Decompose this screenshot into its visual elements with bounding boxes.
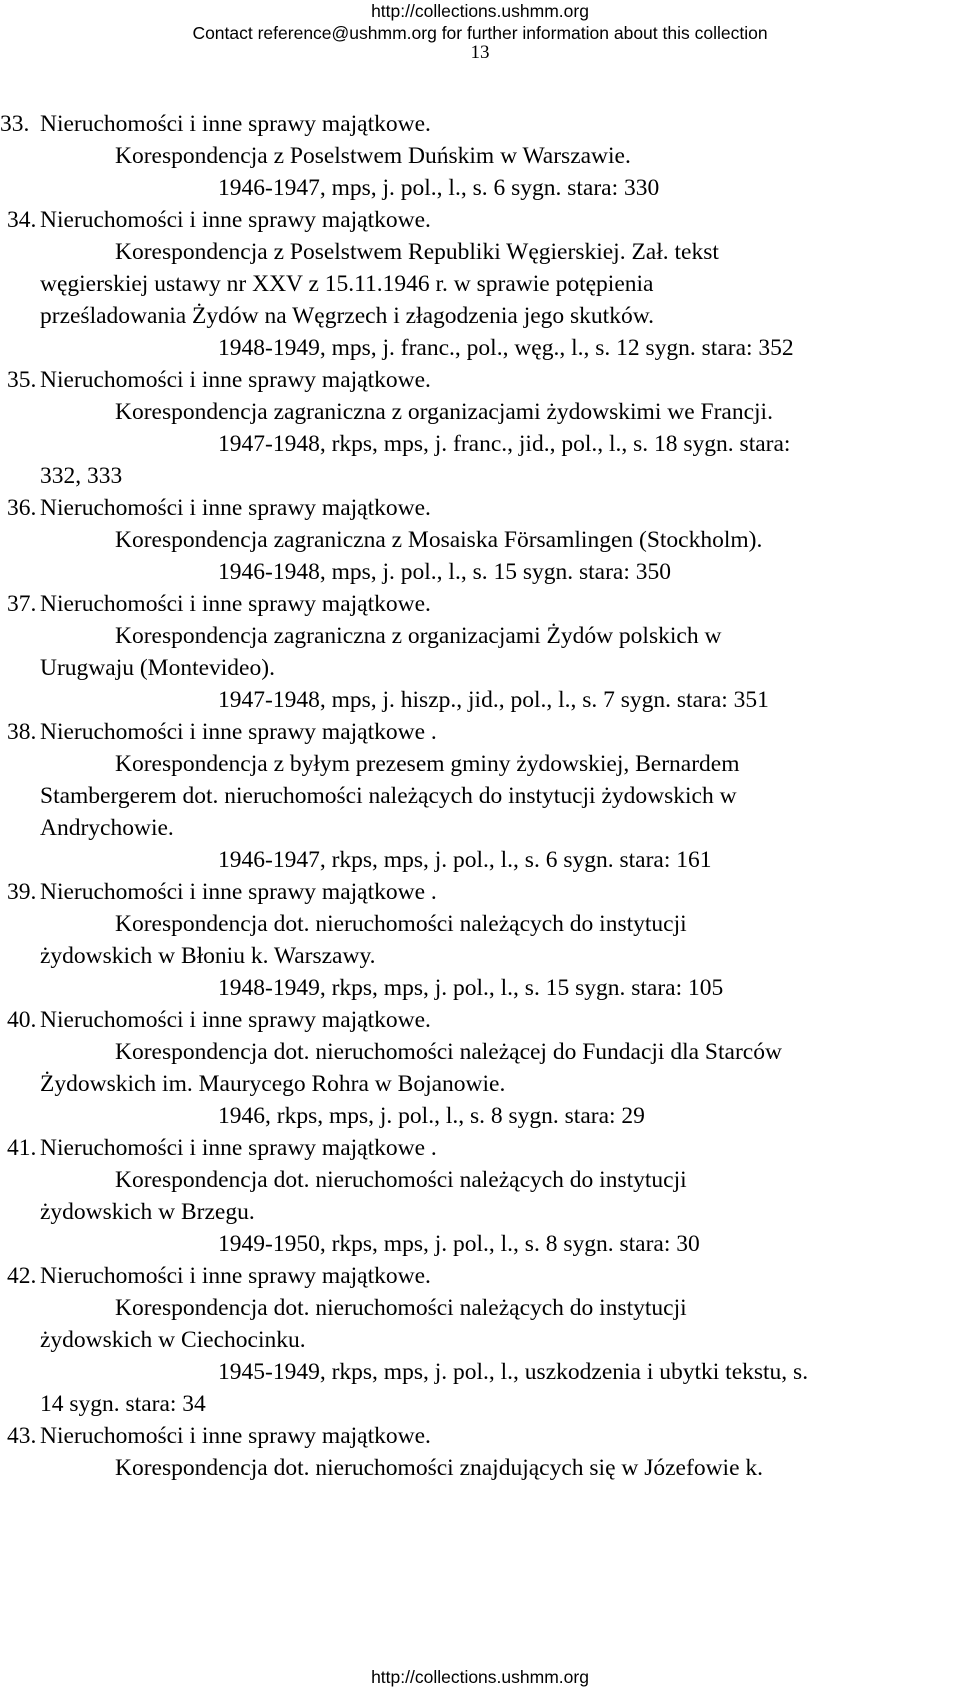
list-item-number: 37. xyxy=(7,591,37,617)
entry-title: Nieruchomości i inne sprawy majątkowe. xyxy=(40,591,431,617)
entry-details: 1947-1948, rkps, mps, j. franc., jid., pol., l., s. 18 sygn. stara: xyxy=(218,431,791,457)
entry-description: Korespondencja dot. nieruchomości znajdujących się w Józefowie k. xyxy=(115,1455,763,1481)
page-header xyxy=(0,0,960,44)
collection-url[interactable]: http://collections.ushmm.org xyxy=(371,1,589,21)
list-item-number: 41. xyxy=(7,1135,37,1161)
entry-details: 1948-1949, mps, j. franc., pol., węg., l., s. 12 sygn. stara: 352 xyxy=(218,335,794,361)
entry-title: Nieruchomości i inne sprawy majątkowe . xyxy=(40,1135,437,1161)
entry-title: Nieruchomości i inne sprawy majątkowe . xyxy=(40,879,437,905)
entry-description: węgierskiej ustawy nr XXV z 15.11.1946 r. w sprawie potępienia xyxy=(40,271,654,297)
entry-details: 332, 333 xyxy=(40,463,123,489)
entry-description: Korespondencja z Poselstwem Duńskim w Warszawie. xyxy=(115,143,631,169)
list-item-number: 33. xyxy=(0,111,30,137)
entry-title: Nieruchomości i inne sprawy majątkowe . xyxy=(40,719,437,745)
entry-description: Andrychowie. xyxy=(40,815,174,841)
entry-description: Urugwaju (Montevideo). xyxy=(40,655,275,681)
entry-details: 1949-1950, rkps, mps, j. pol., l., s. 8 sygn. stara: 30 xyxy=(218,1231,700,1257)
entry-description: żydowskich w Brzegu. xyxy=(40,1199,255,1225)
list-item-number: 40. xyxy=(7,1007,37,1033)
entry-details: 1948-1949, rkps, mps, j. pol., l., s. 15 sygn. stara: 105 xyxy=(218,975,724,1001)
entry-description: Korespondencja dot. nieruchomości należących do instytucji xyxy=(115,1295,687,1321)
list-item-number: 39. xyxy=(7,879,37,905)
list-item-number: 43. xyxy=(7,1423,37,1449)
contact-notice: Contact reference@ushmm.org for further information about this collection xyxy=(192,23,768,43)
entry-title: Nieruchomości i inne sprawy majątkowe. xyxy=(40,1423,431,1449)
entry-details: 1946-1947, rkps, mps, j. pol., l., s. 6 sygn. stara: 161 xyxy=(218,847,712,873)
entry-description: Korespondencja zagraniczna z organizacjami Żydów polskich w xyxy=(115,623,722,649)
entry-title: Nieruchomości i inne sprawy majątkowe. xyxy=(40,207,431,233)
entry-description: żydowskich w Błoniu k. Warszawy. xyxy=(40,943,376,969)
entry-details: 1947-1948, mps, j. hiszp., jid., pol., l., s. 7 sygn. stara: 351 xyxy=(218,687,769,713)
entry-description: Korespondencja zagraniczna z organizacjami żydowskimi we Francji. xyxy=(115,399,773,425)
list-item-number: 36. xyxy=(7,495,37,521)
entry-details: 1946-1948, mps, j. pol., l., s. 15 sygn. stara: 350 xyxy=(218,559,672,585)
entry-description: Korespondencja z Poselstwem Republiki Węgierskiej. Zał. tekst xyxy=(115,239,719,265)
entry-description: Korespondencja zagraniczna z Mosaiska Församlingen (Stockholm). xyxy=(115,527,763,553)
entry-description: Korespondencja dot. nieruchomości należących do instytucji xyxy=(115,911,687,937)
list-item-number: 38. xyxy=(7,719,37,745)
page-number: 13 xyxy=(470,42,490,63)
entry-details: 1946, rkps, mps, j. pol., l., s. 8 sygn. stara: 29 xyxy=(218,1103,645,1129)
entry-details: 14 sygn. stara: 34 xyxy=(40,1391,206,1417)
list-item-number: 35. xyxy=(7,367,37,393)
entry-description: Korespondencja dot. nieruchomości należącej do Fundacji dla Starców xyxy=(115,1039,782,1065)
entry-title: Nieruchomości i inne sprawy majątkowe. xyxy=(40,111,431,137)
entry-description: Stambergerem dot. nieruchomości należących do instytucji żydowskich w xyxy=(40,783,737,809)
entry-description: Żydowskich im. Maurycego Rohra w Bojanowie. xyxy=(40,1071,506,1097)
list-item-number: 42. xyxy=(7,1263,37,1289)
entry-description: Korespondencja dot. nieruchomości należących do instytucji xyxy=(115,1167,687,1193)
entry-title: Nieruchomości i inne sprawy majątkowe. xyxy=(40,1007,431,1033)
entry-description: prześladowania Żydów na Węgrzech i złagodzenia jego skutków. xyxy=(40,303,655,329)
entry-details: 1946-1947, mps, j. pol., l., s. 6 sygn. stara: 330 xyxy=(218,175,660,201)
entry-description: żydowskich w Ciechocinku. xyxy=(40,1327,306,1353)
entry-title: Nieruchomości i inne sprawy majątkowe. xyxy=(40,1263,431,1289)
page-footer-url[interactable]: http://collections.ushmm.org xyxy=(371,1667,589,1687)
entry-title: Nieruchomości i inne sprawy majątkowe. xyxy=(40,495,431,521)
entry-description: Korespondencja z byłym prezesem gminy żydowskiej, Bernardem xyxy=(115,751,740,777)
list-item-number: 34. xyxy=(7,207,37,233)
entry-title: Nieruchomości i inne sprawy majątkowe. xyxy=(40,367,431,393)
entry-details: 1945-1949, rkps, mps, j. pol., l., uszkodzenia i ubytki tekstu, s. xyxy=(218,1359,809,1385)
